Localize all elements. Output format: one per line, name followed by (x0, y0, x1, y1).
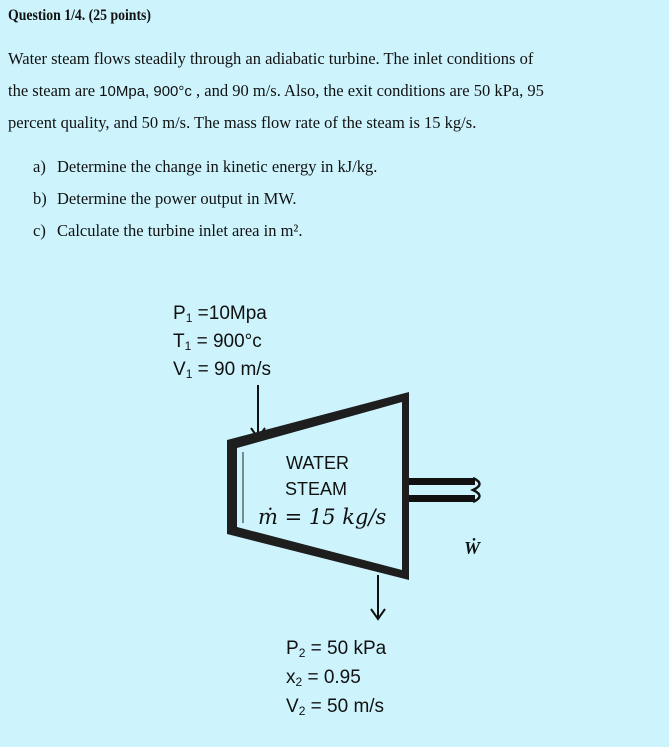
inlet-velocity: $V_1 = 90$ m/s (173, 359, 272, 381)
problem-line-2-start: the steam are (8, 81, 100, 100)
part-a-text: Determine the change in kinetic energy in kJ/kg. (57, 157, 378, 176)
part-c-label: c) (33, 221, 46, 240)
mass-flow-rate: ṁ = 15 kg/s (258, 505, 387, 529)
problem-line-2-end: , and 90 m/s. Also, the exit conditions are 50 kPa, 95 (191, 81, 544, 100)
problem-line-3: percent quality, and 50 m/s. The mass flow rate of the steam is 15 kg/s. (8, 113, 477, 132)
part-a-label: a) (33, 157, 46, 176)
turbine-shaft (409, 478, 480, 502)
exit-quality: $x_2 = 0.95$ (286, 667, 361, 689)
exit-velocity: $V_2 = 50$ m/s (286, 696, 385, 718)
question-title: Question 1/4. (25 points) (8, 7, 151, 24)
part-b-text: Determine the power output in MW. (57, 189, 297, 208)
exit-arrow (371, 575, 385, 619)
inlet-arrow (251, 385, 265, 438)
problem-line-1: Water steam flows steadily through an adiabatic turbine. The inlet conditions of (8, 49, 534, 68)
exit-pressure: $P_2 = 50$ kPa (286, 638, 387, 660)
work-output-symbol: Ẇ (464, 538, 481, 558)
inlet-conditions-inline: 10Mpa, 900°c (99, 83, 192, 100)
part-b-label: b) (33, 189, 47, 208)
part-c-text: Calculate the turbine inlet area in m². (57, 221, 303, 240)
inlet-temperature: $T_1 = 900^\circ c$ (173, 331, 262, 353)
turbine-label-water: WATER (286, 453, 349, 473)
turbine-label-steam: STEAM (285, 479, 348, 499)
inlet-pressure: $P_1 =10Mpa$ (173, 303, 267, 325)
